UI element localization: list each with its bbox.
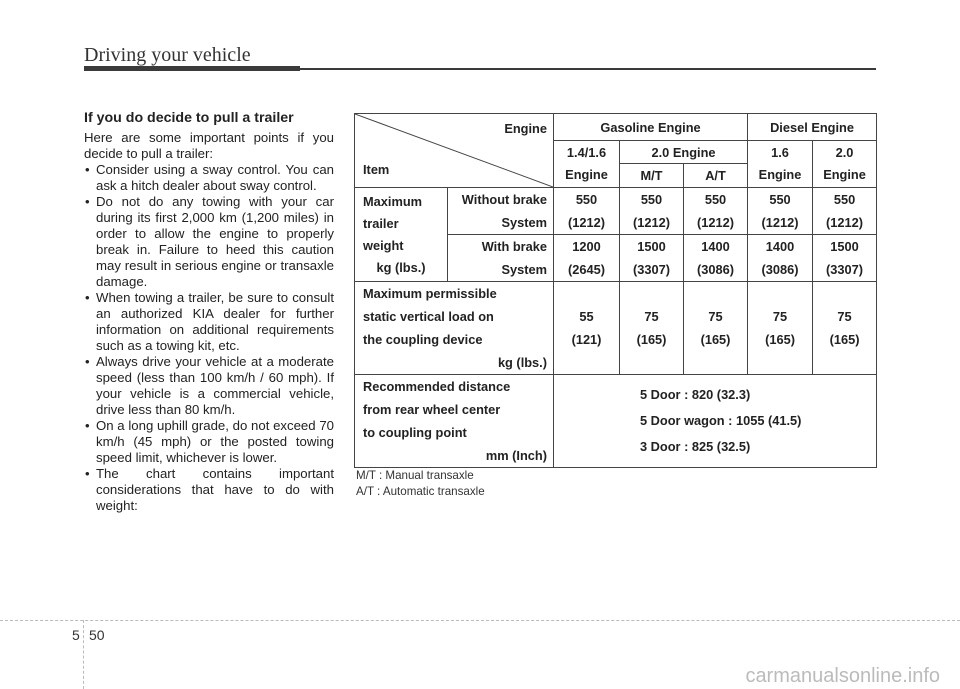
corner-item-label: Item: [363, 162, 390, 177]
note-mt: M/T : Manual transaxle: [356, 469, 474, 482]
table-cell: 75 (165): [748, 282, 813, 375]
diesel-20-header: 2.0 Engine: [813, 141, 877, 188]
static-load-label: Maximum permissible static vertical load on the coupling device kg (lbs.): [355, 282, 554, 375]
table-cell: 550 (1212): [684, 188, 748, 235]
corner-engine-label: Engine: [504, 121, 547, 136]
distance-values: 5 Door : 820 (32.3) 5 Door wagon : 1055 (41.5) 3 Door : 825 (32.5): [554, 375, 877, 468]
page-header-title: Driving your vehicle: [84, 44, 251, 66]
engine-20-header: 2.0 Engine: [620, 141, 748, 164]
header-bar: [84, 66, 300, 71]
chapter-number: 5: [72, 627, 80, 643]
tips-list: [84, 162, 334, 514]
mt-header: M/T: [620, 164, 684, 188]
table-cell: 1400 (3086): [684, 235, 748, 282]
footer-divider: [83, 620, 84, 689]
table-cell: 75 (165): [684, 282, 748, 375]
table-cell: 75 (165): [813, 282, 877, 375]
list-item: • Consider using a sway control. You can ask a hitch dealer about sway control.: [84, 162, 334, 194]
gasoline-header: Gasoline Engine: [554, 114, 748, 141]
note-at: A/T : Automatic transaxle: [356, 485, 485, 498]
table-cell: 55 (121): [554, 282, 620, 375]
header-rule: [300, 68, 876, 70]
with-brake-label: With brake System: [448, 235, 554, 282]
footer-rule: [0, 620, 960, 621]
table-cell: 1500 (3307): [813, 235, 877, 282]
without-brake-label: Without brake System: [448, 188, 554, 235]
table-cell: 1500 (3307): [620, 235, 684, 282]
diesel-header: Diesel Engine: [748, 114, 877, 141]
section-heading: If you do decide to pull a trailer: [84, 110, 294, 126]
max-trailer-weight-label: Maximum trailer weight kg (lbs.): [355, 188, 448, 282]
trailer-section: [84, 110, 334, 514]
list-item: • Always drive your vehicle at a moderate speed (less than 100 km/h / 60 mph). If your vehicle is a commercial vehicle, drive less than 80 km/h.: [84, 354, 334, 418]
table-cell: 550 (1212): [813, 188, 877, 235]
table-cell: 1200 (2645): [554, 235, 620, 282]
distance-label: Recommended distance from rear wheel center to coupling point mm (Inch): [355, 375, 554, 468]
table-cell: 1400 (3086): [748, 235, 813, 282]
table-corner-cell: [355, 114, 554, 188]
at-header: A/T: [684, 164, 748, 188]
list-item: • The chart contains important considerations that have to do with weight:: [84, 466, 334, 514]
table-cell: 550 (1212): [748, 188, 813, 235]
table-cell: 75 (165): [620, 282, 684, 375]
table-cell: 550 (1212): [620, 188, 684, 235]
list-item: • Do not do any towing with your car during its first 2,000 km (1,200 miles) in order to allow the engine to properly break in. Failure to heed this caution may result in serious engine or transaxle damage.: [84, 194, 334, 290]
watermark: carmanualsonline.info: [745, 665, 940, 687]
list-item: • When towing a trailer, be sure to consult an authorized KIA dealer for further information on additional requirements such as a towing kit, etc.: [84, 290, 334, 354]
trailer-weight-table: [354, 113, 877, 468]
section-intro: Here are some important points if you decide to pull a trailer:: [84, 130, 334, 161]
table-cell: 550 (1212): [554, 188, 620, 235]
diesel-16-header: 1.6 Engine: [748, 141, 813, 188]
page-number: 50: [89, 627, 105, 643]
table-notes: [356, 468, 485, 500]
engine-14-16-header: 1.4/1.6 Engine: [554, 141, 620, 188]
list-item: • On a long uphill grade, do not exceed 70 km/h (45 mph) or the posted towing speed limit, whichever is lower.: [84, 418, 334, 466]
